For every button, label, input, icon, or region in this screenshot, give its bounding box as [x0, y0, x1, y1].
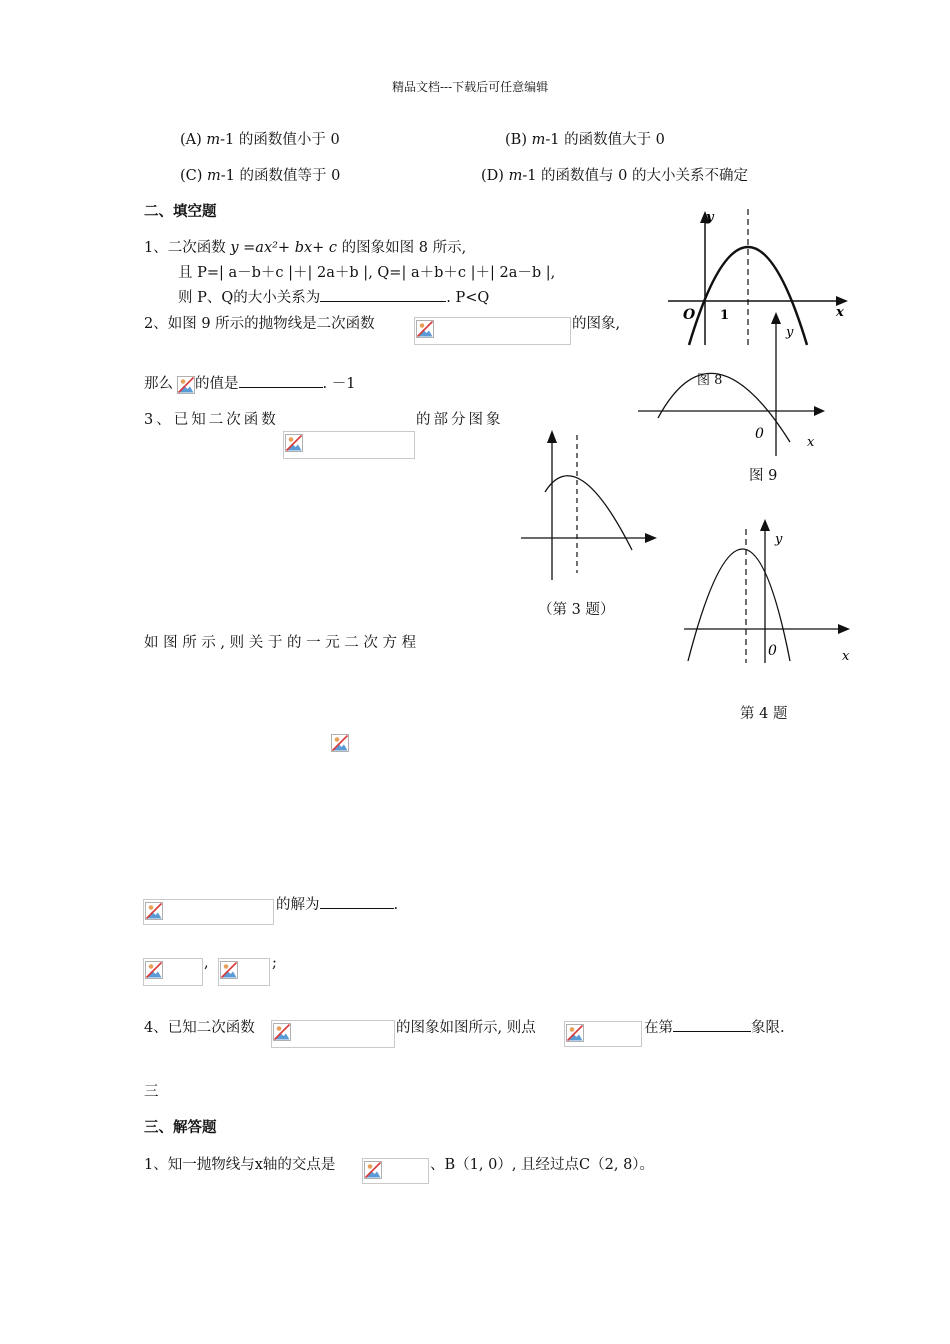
fig4-y-arrow	[760, 519, 770, 531]
broken-image-icon	[273, 1023, 291, 1041]
q2-line2-rest	[195, 372, 355, 393]
fig9-x-label: x	[807, 435, 815, 450]
q2-line2-prefix: 那么	[144, 376, 173, 392]
fig3-x-arrow	[645, 533, 657, 543]
broken-image-icon	[285, 434, 303, 452]
stray-char: 三	[144, 1084, 159, 1100]
q1-formula: y =ax²+ bx+ c	[230, 240, 338, 256]
q4-point-image	[564, 1021, 642, 1047]
fig8-y-label: y	[706, 210, 714, 225]
option-b-text: -1 的函数值大于 0	[545, 132, 665, 148]
broken-image-icon	[145, 902, 163, 920]
q1-line2: 且 P=| a－b＋c |＋| 2a＋b |, Q=| a＋b＋c |＋| 2a－b |,	[178, 265, 556, 281]
fig8-caption: 图 8	[697, 373, 723, 388]
q1-line3-prefix: 则 P、Q的大小关系为	[178, 290, 321, 306]
broken-image-icon	[220, 961, 238, 979]
q3-line3	[276, 893, 398, 914]
q2-answer-blank	[239, 373, 323, 388]
option-a-var: m	[206, 132, 221, 148]
q1-line1	[144, 236, 466, 257]
q4-rest	[644, 1016, 785, 1037]
fig3-parabola	[545, 476, 632, 550]
broken-image-icon	[331, 734, 349, 752]
fig8-tick-label: 1	[720, 308, 730, 323]
fig9-parabola	[658, 373, 790, 442]
option-d-var: m	[508, 168, 523, 184]
fig8-x-label: x	[836, 305, 844, 320]
option-b-label: (B)	[505, 132, 527, 148]
option-a	[180, 128, 340, 149]
a1-prefix: 1、知一抛物线与x轴的交点是	[144, 1157, 336, 1173]
q3-line3-suffix: 的解为	[276, 897, 320, 913]
option-d-label: (D)	[481, 168, 504, 184]
q2-line1-suffix: 的图象,	[572, 316, 621, 332]
option-a-text: -1 的函数值小于 0	[220, 132, 340, 148]
q3-answer-blank	[320, 894, 394, 909]
q3-line3-end: .	[393, 897, 399, 913]
fig4-x-arrow	[838, 624, 850, 634]
fig9-x-arrow	[814, 406, 825, 416]
fig4-origin-label: 0	[768, 643, 777, 659]
option-d-text: -1 的函数值与 0 的大小关系不确定	[522, 168, 748, 184]
q3-equation-image	[143, 899, 274, 925]
section-title-answer: 三、解答题	[144, 1120, 217, 1136]
q3-line4-sep: ,	[204, 955, 209, 971]
q1-line3	[178, 286, 489, 307]
q3-root2-image	[218, 958, 270, 986]
broken-image-icon	[145, 961, 163, 979]
fig9-y-label: y	[786, 325, 794, 340]
figure-q3	[515, 425, 665, 585]
q4-mid: 的图象如图所示, 则点	[396, 1020, 536, 1036]
q4-mid2: 在第	[644, 1020, 673, 1036]
q1-prefix: 1、二次函数	[144, 240, 226, 256]
q4-suffix: 象限.	[751, 1020, 785, 1036]
fig4-caption: 第 4 题	[740, 706, 788, 722]
q3-line1-left: 3、已知二次函数	[144, 412, 279, 428]
q3-root1-image	[143, 958, 203, 986]
q3-line2: 如 图 所 示 , 则 关 于 的 一 元 二 次 方 程	[144, 635, 417, 651]
fig3-caption: （第 3 题）	[538, 602, 615, 618]
q2-line1-prefix: 2、如图 9 所示的抛物线是二次函数	[144, 316, 375, 332]
fig4-y-label: y	[775, 532, 783, 547]
fig8-origin-label: O	[683, 307, 696, 323]
broken-image-icon	[364, 1161, 382, 1179]
q3-formula-image	[283, 431, 415, 459]
option-c-var: m	[207, 168, 221, 184]
q4-prefix: 4、已知二次函数	[144, 1020, 255, 1036]
q3-line4-end: ;	[272, 955, 277, 971]
option-c-text: -1 的函数值等于 0	[220, 168, 341, 184]
q2-formula-image	[414, 317, 571, 345]
option-c-label: (C)	[180, 168, 203, 184]
q4-answer-blank	[673, 1017, 751, 1032]
fig4-x-label: x	[842, 649, 850, 664]
q2-line2	[144, 372, 173, 393]
q4-formula-image	[271, 1020, 395, 1048]
a1-suffix: 、B（1, 0）, 且经过点C（2, 8）。	[430, 1157, 655, 1173]
q1-suffix: 的图象如图 8 所示,	[341, 240, 467, 256]
fig3-y-arrow	[547, 430, 557, 443]
q1-answer: . P<Q	[446, 290, 490, 306]
broken-image-icon	[566, 1024, 584, 1042]
q3-line1-right: 的部分图象	[416, 412, 504, 428]
a1-point-image	[362, 1158, 429, 1184]
option-a-label: (A)	[180, 132, 202, 148]
option-c	[180, 164, 340, 185]
broken-image-icon	[416, 320, 434, 338]
option-b	[505, 128, 665, 149]
fig9-origin-label: 0	[755, 426, 764, 442]
fig9-y-arrow	[771, 312, 781, 324]
q1-answer-blank	[320, 287, 446, 302]
section-title-fill-blank: 二、填空题	[144, 204, 217, 220]
option-d	[481, 164, 748, 185]
broken-image-icon	[177, 376, 195, 394]
page-header: 精品文档---下载后可任意编辑	[392, 80, 549, 94]
q2-answer: . －1	[322, 376, 356, 392]
q2-line2-mid: 的值是	[195, 376, 239, 392]
option-b-var: m	[531, 132, 546, 148]
figure-q4	[680, 515, 860, 665]
fig9-caption: 图 9	[749, 468, 778, 484]
